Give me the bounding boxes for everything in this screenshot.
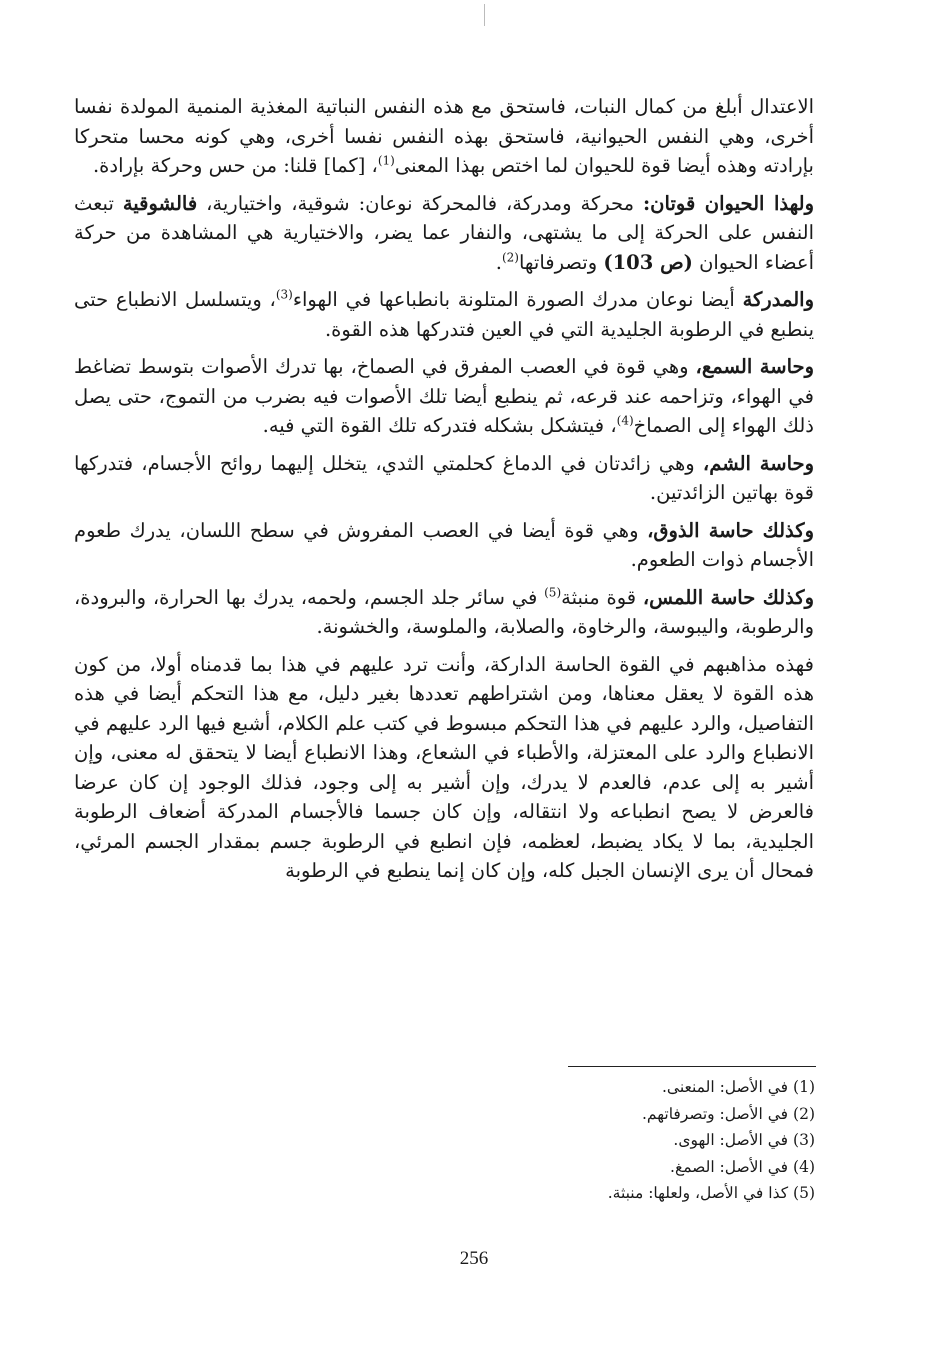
footnote-4: (4) في الأصل: الصمغ. — [670, 1157, 815, 1176]
footnote-ref-1[interactable]: (1) — [377, 153, 395, 168]
footnote-ref-3[interactable]: (3) — [275, 287, 293, 302]
paragraph-7-text: قوة منبثة — [561, 585, 643, 609]
paragraph-2-lead: ولهذا الحيوان قوتان: — [642, 191, 814, 215]
paragraph-2-text: محركة ومدركة، فالمحركة نوعان: شوقية، واختيارية، — [197, 191, 643, 215]
paragraph-5-text: وهي زائدتان في الدماغ كحلمتي الثدي، يتخلل إليهما روائح الأجسام، فتدركها قوة بهاتين الزائدتين. — [74, 451, 814, 504]
paragraph-6-lead: وكذلك حاسة الذوق، — [647, 518, 814, 542]
footnote-2: (2) في الأصل: وتصرفاتهم. — [642, 1104, 815, 1123]
paragraph-6 — [74, 516, 814, 575]
paragraph-5 — [74, 449, 814, 508]
paragraph-1 — [74, 92, 814, 181]
scan-speck — [484, 4, 485, 26]
paragraph-2-text2: تبعث النفس على الحركة إلى ما يشتهى، والنفار عما يضر، والاختيارية هي المشاهدة من حركة أعضاء الحيوان — [74, 191, 814, 274]
paragraph-7-tail: في سائر جلد الجسم، ولحمه، يدرك بها الحرارة، والبرودة، والرطوبة، واليبوسة، والرخاوة، والصلابة، والملوسة، والخشونة. — [74, 585, 814, 638]
paragraph-3-text: أيضا نوعان مدرك الصورة المتلونة بانطباعها في الهواء — [292, 288, 743, 311]
paragraph-4-lead: وحاسة السمع، — [695, 355, 814, 378]
footnote-1: (1) في الأصل: المنعنى. — [661, 1078, 815, 1096]
page-number: 256 — [459, 1248, 489, 1269]
paragraph-5-lead: وحاسة الشم، — [702, 451, 814, 475]
paragraph-1-tail: ، [كما] قلنا: من حس وحركة بإرادة. — [92, 154, 378, 177]
paragraph-2-tail: . — [495, 250, 502, 274]
paragraph-1-text: الاعتدال أبلغ من كمال النبات، فاستحق مع هذه النفس النباتية المغذية المنمية المولدة نفسا أخرى، وهي النفس الحيوانية، فاستحق بهذه النفس نفسا أخرى، وهي كونه محسا متحركا بإرادته وهذه أيضا قوة للحيوان لما اختص بهذا المعنى — [74, 95, 814, 177]
paragraph-2-text3: وتصرفاتها — [518, 250, 604, 274]
paragraph-7 — [74, 583, 814, 642]
paragraph-3-tail: ، ويتسلسل الانطباع حتى ينطبع في الرطوبة الجليدية التي في العين فتدركها هذه القوة. — [74, 288, 814, 341]
footnote-ref-4[interactable]: (4) — [616, 413, 634, 428]
footnote-5: (5) كذا في الأصل، ولعلها: منبثة. — [607, 1184, 815, 1202]
footnote-ref-2[interactable]: (2) — [501, 250, 519, 264]
paragraph-2 — [74, 189, 814, 278]
page-reference: (ص 103) — [603, 250, 693, 274]
footnote-3: (3) في الأصل: الهوى. — [673, 1131, 815, 1149]
paragraph-4-text: وهي قوة في العصب المفرق في الصماخ، بها تدرك الأصوات بتوسط تضاغط في الهواء، وتزاحمه عند قرعه، ثم ينطبع أيضا تلك الأصوات فيه بضرب من التموج، حتى يصل ذلك الهواء إلى الصماخ — [74, 355, 814, 437]
paragraph-8 — [74, 650, 814, 886]
footnotes — [470, 1074, 815, 1207]
body-text — [74, 92, 814, 894]
paragraph-7-lead: وكذلك حاسة اللمس، — [642, 585, 815, 609]
paragraph-8-text: فهذه مذاهبهم في القوة الحاسة الداركة، وأنت ترد عليهم في هذا بما قدمناه أولا، من كون هذه القوة لا يعقل معناها، ومن اشتراطهم تعددها بغير دليل، مع هذا التحكم أيضا في هذه التفاصيل، والرد عليهم في هذا التحكم مبسوط في كتب علم الكلام، أشبع فيها الرد عليهم في الانطباع والرد على المعتزلة، والأطباء في الشعاع، وهذا الانطباع أيضا لا يتحقق له معنى، وإن أشير به إلى عدم، فالعدم لا يدرك، وإن أشير به إلى وجود، فذلك الوجود إن كان عرضا فالعرض لا يصح انطباعه ولا انتقاله، وإن كان جسما فالأجسام المدركة أضعاف الرطوبة الجليدية، بما لا يكاد يضبط، لعظمه، فإن انطبع في الرطوبة جسم بمقدار الجسم المرئي، فمحال أن يرى الإنسان الجبل كله، وإن كان إنما ينطبع في الرطوبة — [74, 652, 814, 882]
paragraph-4 — [74, 352, 814, 441]
footnote-ref-5[interactable]: (5) — [544, 585, 562, 599]
footnote-separator — [568, 1066, 816, 1067]
paragraph-3-lead: والمدركة — [742, 288, 815, 311]
paragraph-2-lead2: فالشوقية — [122, 191, 198, 215]
paragraph-3 — [74, 285, 814, 344]
paragraph-4-tail: ، فيتشكل بشكله فتدركه تلك القوة التي فيه. — [262, 414, 617, 437]
paragraph-6-text: وهي قوة أيضا في العصب المفروش في سطح اللسان، يدرك طعوم الأجسام ذوات الطعوم. — [74, 518, 814, 571]
